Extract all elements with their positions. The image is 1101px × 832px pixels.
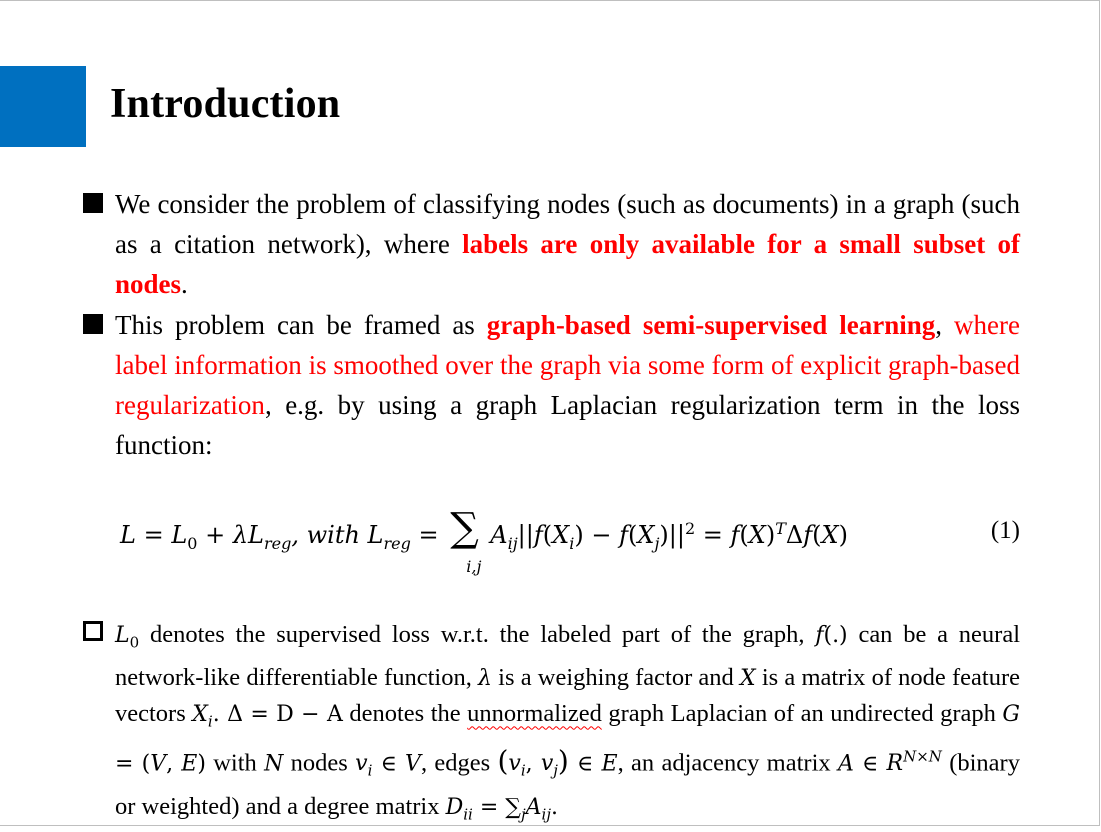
hollow-square-bullet-icon: [83, 621, 103, 641]
bullet2-text: This problem can be framed as: [115, 310, 487, 340]
bullet1-highlight: labels are only available for a small subset of nodes: [115, 229, 1020, 299]
bullet2-red-clause: where label information is smoothed over the graph via some form of explicit graph-based regularization: [115, 310, 1021, 420]
equation-1: [120, 503, 1020, 583]
slide-title: Introduction: [110, 81, 341, 127]
note-paragraph: $L_0$ denotes the supervised loss w.r.t. the labeled part of the graph, f(.) can be a neural network-like differentiable function, λ is a weighing factor and X is a matrix of node feature vectors $X_i$. Δ = D − A denotes the unnormalized graph Laplacian of an undirected graph G = (V, E) with N nodes $v_i$ ∈ V, edges ($v_i$, $v_j$) ∈ E, an adjacency matrix A ∈ $R^{N\times N}$ (binary or weighted) and a degree matrix $D_{ii} = \sum_jA_{ij}$.: [115, 621, 1020, 823]
bullet2-highlight: graph-based semi-supervised learning: [486, 310, 936, 340]
bullet1-end: .: [181, 269, 188, 299]
equation-formula: $L = L_0 + \lambda L_{reg}$, with $L_{reg}$ = ∑ i,j $A_{ij}||f(X_i) - f(X_j)||^2 = f(X)^T\Delta f(X)$: [120, 505, 848, 576]
bullet-square-icon: [83, 314, 103, 334]
spellcheck-underlined-word: unnormalized: [467, 700, 602, 728]
equation-number: (1): [990, 517, 1020, 544]
bullet1-text: We consider the problem of classifying nodes (such as documents) in a graph (such as a citation network), where: [115, 189, 1020, 259]
bullet-paragraph-1: [115, 184, 1020, 304]
summation-symbol: ∑ i,j: [450, 505, 482, 576]
title-accent-bar: [0, 66, 86, 147]
bullet-square-icon: [83, 193, 103, 213]
bullet2-comma: ,: [935, 310, 955, 340]
bullet2-end: , e.g. by using a graph Laplacian regularization term in the loss function:: [115, 390, 1020, 460]
bullet-paragraph-2: [115, 305, 1020, 465]
